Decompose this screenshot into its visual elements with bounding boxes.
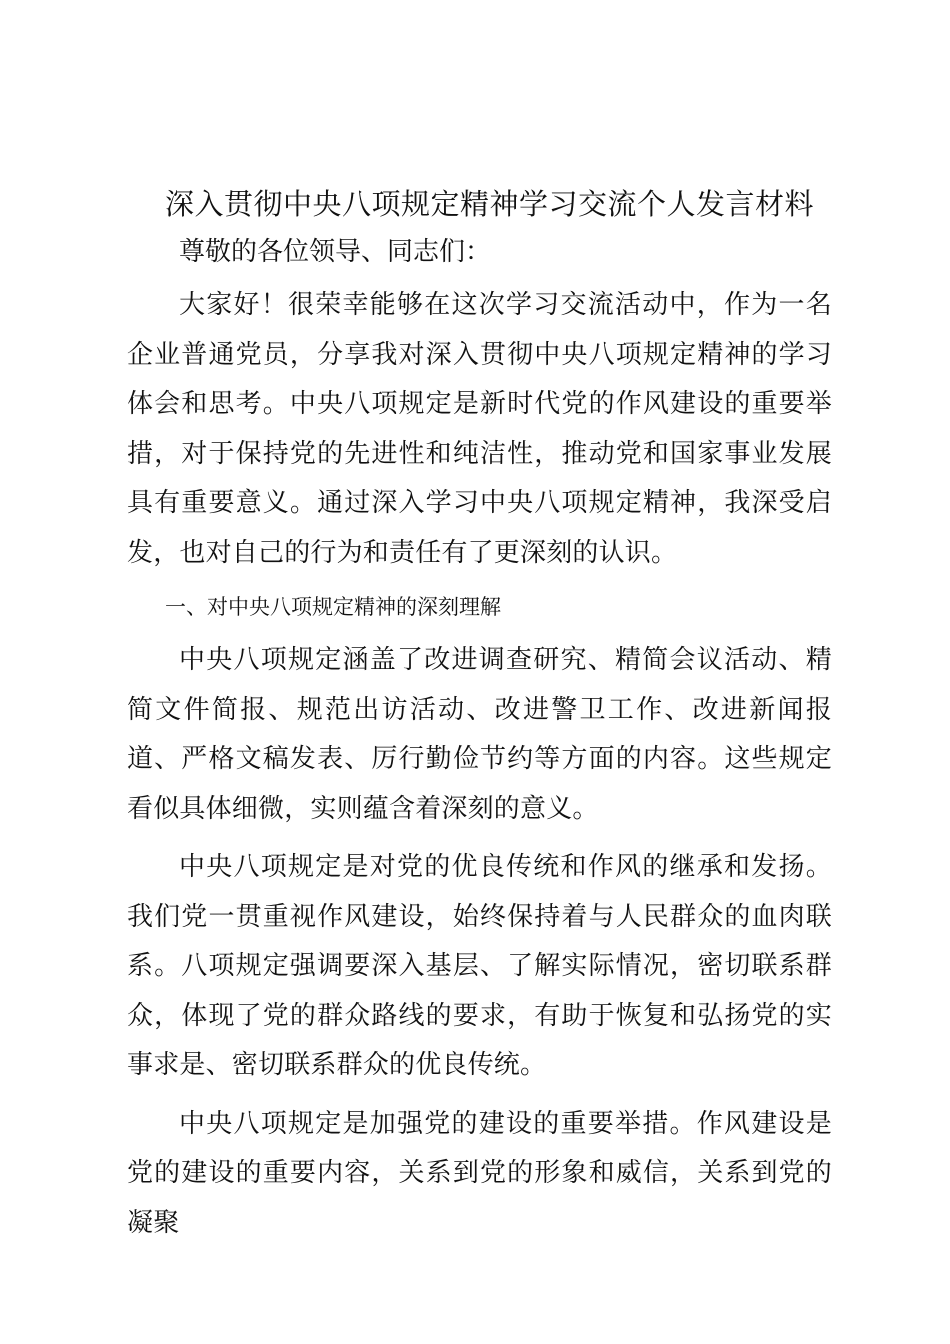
document-title: 深入贯彻中央八项规定精神学习交流个人发言材料	[165, 187, 815, 221]
document-body	[127, 184, 832, 1248]
body-paragraph: 中央八项规定是对党的优良传统和作风的继承和发扬。我们党一贯重视作风建设，始终保持着与人民群众的血肉联系。八项规定强调要深入基层、了解实际情况，密切联系群众，体现了党的群众路线的要求，有助于恢复和弘扬党的实事求是、密切联系群众的优良传统。	[127, 852, 832, 1080]
section-heading: 一、对中央八项规定精神的深刻理解	[165, 595, 501, 619]
body-paragraph: 中央八项规定涵盖了改进调查研究、精简会议活动、精简文件简报、规范出访活动、改进警卫工作、改进新闻报道、严格文稿发表、厉行勤俭节约等方面的内容。这些规定看似具体细微，实则蕴含着深刻的意义。	[127, 645, 832, 824]
body-paragraph: 中央八项规定是加强党的建设的重要举措。作风建设是党的建设的重要内容，关系到党的形象和威信，关系到党的凝聚	[127, 1108, 832, 1238]
intro-paragraph: 大家好！很荣幸能够在这次学习交流活动中，作为一名企业普通党员，分享我对深入贯彻中央八项规定精神的学习体会和思考。中央八项规定是新时代党的作风建设的重要举措，对于保持党的先进性和纯洁性，推动党和国家事业发展具有重要意义。通过深入学习中央八项规定精神，我深受启发，也对自己的行为和责任有了更深刻的认识。	[127, 290, 832, 568]
salutation: 尊敬的各位领导、同志们：	[179, 237, 492, 267]
